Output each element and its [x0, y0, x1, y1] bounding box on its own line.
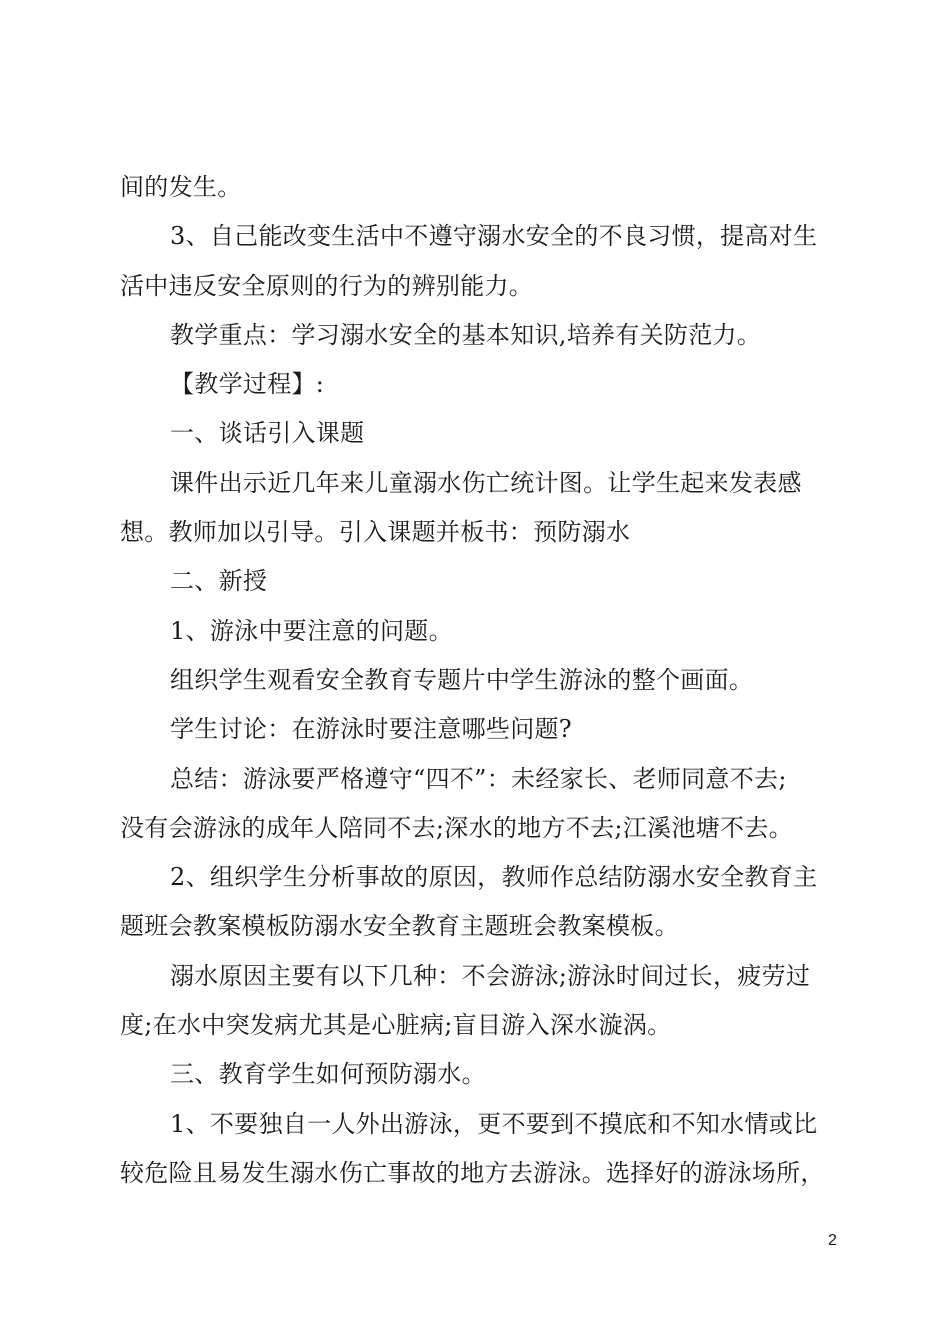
text-line: 没有会游泳的成年人陪同不去;深水的地方不去;江溪池塘不去。: [120, 813, 793, 842]
text-line: 活中违反安全原则的行为的辨别能力。: [120, 271, 534, 300]
text-line: 2、组织学生分析事故的原因，教师作总结防溺水安全教育主: [170, 863, 818, 892]
text-line: 间的发生。: [120, 173, 242, 201]
text-line: 一、谈话引入课题: [170, 419, 365, 448]
text-line: 1、游泳中要注意的问题。: [170, 616, 453, 645]
text-line: 组织学生观看安全教育专题片中学生游泳的整个画面。: [170, 665, 754, 694]
text-line: 溺水原因主要有以下几种：不会游泳;游泳时间过长，疲劳过: [170, 961, 811, 990]
text-line: 教学重点：学习溺水安全的基本知识,培养有关防范力。: [170, 320, 762, 349]
text-line: 想。教师加以引导。引入课题并板书：预防溺水: [120, 518, 631, 547]
text-line: 度;在水中突发病尤其是心脏病;盲目游入深水漩涡。: [120, 1011, 672, 1040]
text-line: 1、不要独自一人外出游泳，更不要到不摸底和不知水情或比: [170, 1109, 818, 1138]
text-line: 3、自己能改变生活中不遵守溺水安全的不良习惯，提高对生: [170, 222, 818, 251]
text-line: 【教学过程】:: [170, 370, 325, 399]
page-number: 2: [828, 1232, 837, 1249]
document-body: [120, 163, 850, 1198]
text-line: 三、教育学生如何预防溺水。: [170, 1060, 486, 1089]
text-line: 较危险且易发生溺水伤亡事故的地方去游泳。选择好的游泳场所，: [120, 1158, 825, 1187]
text-line: 题班会教案模板防溺水安全教育主题班会教案模板。: [120, 912, 679, 941]
text-line: 学生讨论：在游泳时要注意哪些问题?: [170, 715, 572, 744]
text-line: 课件出示近几年来儿童溺水伤亡统计图。让学生起来发表感: [170, 468, 802, 497]
text-line: 二、新授: [170, 567, 268, 596]
text-line: 总结：游泳要严格遵守“四不”：未经家长、老师同意不去;: [170, 764, 787, 793]
